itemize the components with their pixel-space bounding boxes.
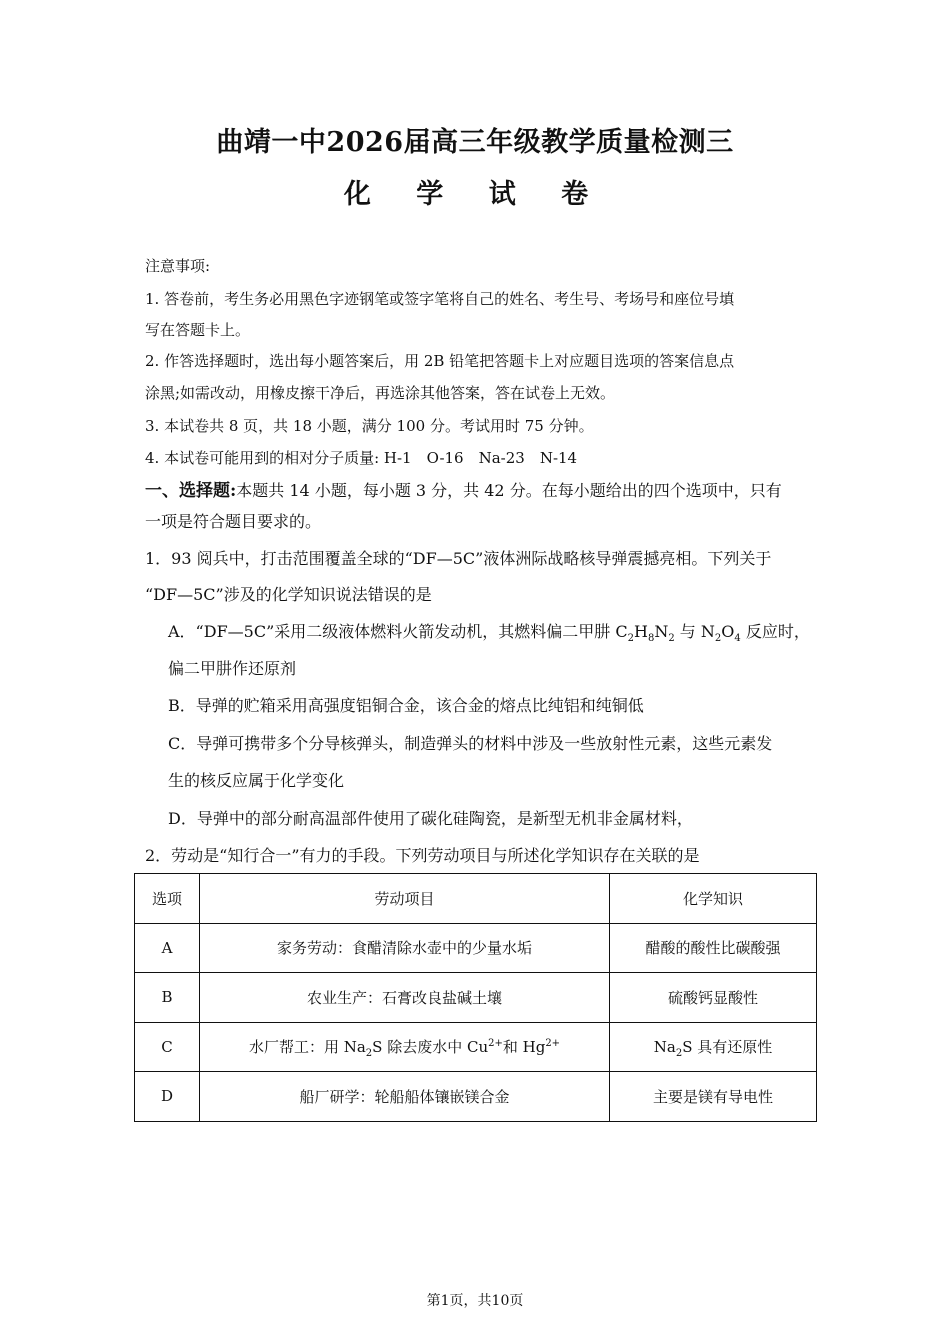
- notice-item-2a: 2. 作答选择题时，选出每小题答案后，用 2B 铅笔把答题卡上对应题目选项的答案信息点: [145, 352, 735, 370]
- notice-item-1b: 写在答题卡上。: [145, 321, 251, 339]
- page-title: 曲靖一中2026届高三年级教学质量检测三: [216, 127, 734, 158]
- subscript: 2: [365, 1048, 373, 1060]
- q1-option-c-b: 生的核反应属于化学变化: [168, 771, 345, 790]
- row-task: 家务劳动：食醋清除水壶中的少量水垢: [200, 923, 610, 973]
- notice-item-2b: 涂黑;如需改动，用橡皮擦干净后，再选涂其他答案，答在试卷上无效。: [145, 384, 616, 402]
- formula-part: H: [633, 622, 648, 641]
- subscript: 4: [734, 633, 741, 645]
- q2-table: [134, 873, 817, 1122]
- subscript: 2: [714, 633, 722, 645]
- row-knowledge: 醋酸的酸性比碳酸强: [610, 923, 817, 973]
- header-task: 劳动项目: [200, 874, 610, 924]
- q1-option-b: B．导弹的贮箱采用高强度铝铜合金，该合金的熔点比纯铝和纯铜低: [168, 696, 644, 715]
- formula-part: 与 N: [674, 622, 715, 641]
- q1-stem-b: “DF—5C”涉及的化学知识说法错误的是: [145, 585, 432, 604]
- subscript: 2: [675, 1048, 683, 1060]
- q1-option-a-text: A．“DF—5C”采用二级液体燃料火箭发动机，其燃料偏二甲肼 C: [168, 622, 628, 641]
- notice-item-1a: 1. 答卷前，考生务必用黑色字迹钢笔或签字笔将自己的姓名、考生号、考场号和座位号填: [145, 290, 735, 308]
- header-option: 选项: [135, 874, 200, 924]
- page-subtitle: 化 学 试 卷: [343, 179, 607, 210]
- row-option: A: [135, 923, 200, 973]
- subscript: 2: [668, 633, 675, 645]
- table-row: [135, 923, 817, 973]
- row-knowledge: 主要是镁有导电性: [610, 1072, 817, 1122]
- q1-option-a-tail: 反应时，: [740, 622, 810, 641]
- task-text: S 除去废水中 Cu: [372, 1038, 489, 1057]
- section1-label: 一、选择题:: [145, 481, 237, 501]
- row-task: [200, 1022, 610, 1072]
- superscript: 2+: [488, 1038, 503, 1050]
- task-text: 水厂帮工：用 Na: [248, 1038, 366, 1057]
- formula-part: O: [721, 622, 735, 641]
- row-option: D: [135, 1072, 200, 1122]
- page-footer: 第1页，共10页: [426, 1293, 524, 1309]
- row-option: C: [135, 1022, 200, 1072]
- table-row: [135, 973, 817, 1023]
- row-task: 船厂研学：轮船船体镶嵌镁合金: [200, 1072, 610, 1122]
- formula-part: N: [654, 622, 669, 641]
- row-knowledge: [610, 1022, 817, 1072]
- subscript: 8: [647, 633, 655, 645]
- q2-stem: 2．劳动是“知行合一”有力的手段。下列劳动项目与所述化学知识存在关联的是: [145, 846, 700, 865]
- table-row: [135, 1072, 817, 1122]
- row-task: 农业生产：石膏改良盐碱土壤: [200, 973, 610, 1023]
- q1-option-c-a: C．导弹可携带多个分导核弹头，制造弹头的材料中涉及一些放射性元素，这些元素发: [168, 734, 773, 753]
- q1-stem-a: 1．93 阅兵中，打击范围覆盖全球的“DF—5C”液体洲际战略核导弹震撼亮相。下列关于: [145, 549, 772, 568]
- q1-option-a-b: 偏二甲肼作还原剂: [168, 659, 297, 678]
- superscript: 2+: [545, 1038, 561, 1050]
- notice-heading: 注意事项:: [145, 257, 211, 275]
- knowledge-text: Na: [653, 1038, 676, 1057]
- task-text: 和 Hg: [502, 1038, 546, 1057]
- notice-item-4: 4. 本试卷可能用到的相对分子质量: H-1 O-16 Na-23 N-14: [145, 449, 578, 467]
- notice-item-3: 3. 本试卷共 8 页，共 18 小题，满分 100 分。考试用时 75 分钟。: [145, 417, 594, 435]
- section1-desc: 本题共 14 小题，每小题 3 分，共 42 分。在每小题给出的四个选项中，只有: [236, 481, 782, 500]
- section1-desc-b: 一项是符合题目要求的。: [145, 512, 322, 531]
- row-option: B: [135, 973, 200, 1023]
- table-row: [135, 1022, 817, 1072]
- q1-option-a: [168, 621, 810, 643]
- subscript: 2: [627, 633, 634, 645]
- section1-heading: [145, 480, 782, 502]
- knowledge-text: S 具有还原性: [682, 1038, 773, 1057]
- row-knowledge: 硫酸钙显酸性: [610, 973, 817, 1023]
- table-header-row: [135, 874, 817, 924]
- header-knowledge: 化学知识: [610, 874, 817, 924]
- q1-option-d: D．导弹中的部分耐高温部件使用了碳化硅陶瓷，是新型无机非金属材料，: [168, 809, 693, 828]
